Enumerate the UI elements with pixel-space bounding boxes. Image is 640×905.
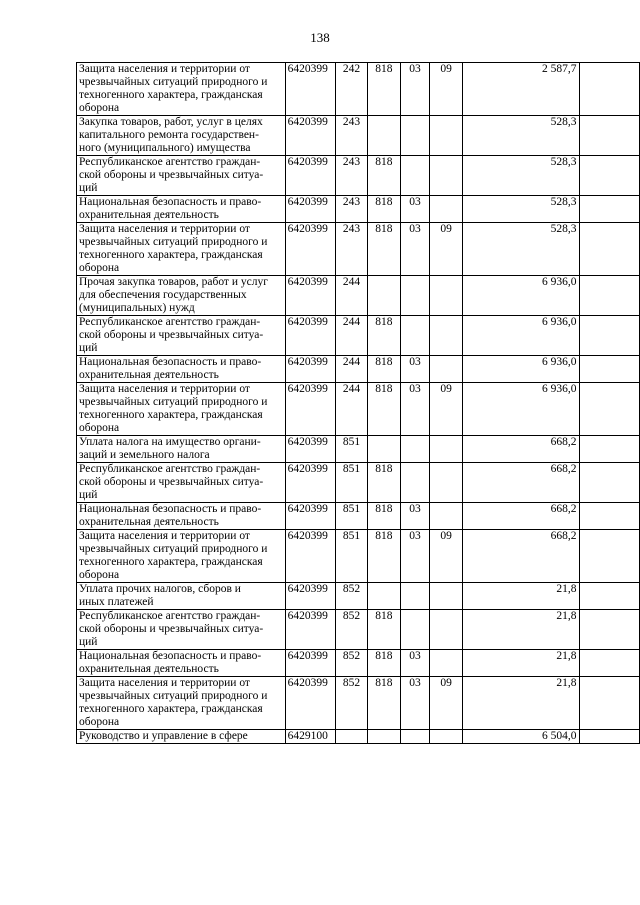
table-row — [77, 356, 640, 383]
target-article-cell: 6420399 — [285, 463, 336, 503]
ministry-code-cell: 818 — [367, 223, 400, 276]
amount-cell: 6 936,0 — [463, 316, 579, 356]
ministry-code-cell: 818 — [367, 463, 400, 503]
ministry-code-cell: 818 — [367, 316, 400, 356]
target-article-cell: 6420399 — [285, 677, 336, 730]
amount-cell: 2 587,7 — [463, 63, 579, 116]
ministry-code-cell — [367, 116, 400, 156]
section-cell — [400, 463, 429, 503]
subsection-cell: 09 — [430, 383, 463, 436]
amount-cell: 6 936,0 — [463, 276, 579, 316]
amount-cell: 668,2 — [463, 530, 579, 583]
blank-cell — [579, 436, 639, 463]
blank-cell — [579, 196, 639, 223]
budget-table — [76, 62, 640, 744]
section-cell — [400, 583, 429, 610]
row-name-cell: Прочая закупка товаров, работ и услуг для обеспечения государственных (муниципальных) нужд — [77, 276, 286, 316]
row-name-cell: Национальная безопасность и право- охранительная деятельность — [77, 503, 286, 530]
amount-cell: 6 504,0 — [463, 730, 579, 744]
subsection-cell — [430, 610, 463, 650]
table-row — [77, 650, 640, 677]
target-article-cell: 6420399 — [285, 530, 336, 583]
ministry-code-cell: 818 — [367, 677, 400, 730]
subsection-cell: 09 — [430, 63, 463, 116]
row-name-cell: Уплата прочих налогов, сборов и иных платежей — [77, 583, 286, 610]
amount-cell: 528,3 — [463, 156, 579, 196]
target-article-cell: 6420399 — [285, 116, 336, 156]
ministry-code-cell — [367, 730, 400, 744]
section-cell: 03 — [400, 530, 429, 583]
table-row — [77, 316, 640, 356]
expense-type-cell: 243 — [336, 156, 367, 196]
expense-type-cell: 243 — [336, 223, 367, 276]
section-cell — [400, 116, 429, 156]
table-row — [77, 223, 640, 276]
expense-type-cell: 244 — [336, 383, 367, 436]
row-name-cell: Республиканское агентство граждан- ской обороны и чрезвычайных ситуа- ций — [77, 156, 286, 196]
section-cell — [400, 276, 429, 316]
expense-type-cell: 852 — [336, 677, 367, 730]
section-cell: 03 — [400, 383, 429, 436]
section-cell — [400, 610, 429, 650]
amount-cell: 21,8 — [463, 677, 579, 730]
table-row — [77, 503, 640, 530]
amount-cell: 528,3 — [463, 116, 579, 156]
target-article-cell: 6420399 — [285, 196, 336, 223]
target-article-cell: 6420399 — [285, 316, 336, 356]
ministry-code-cell: 818 — [367, 156, 400, 196]
ministry-code-cell — [367, 436, 400, 463]
blank-cell — [579, 677, 639, 730]
row-name-cell: Национальная безопасность и право- охранительная деятельность — [77, 196, 286, 223]
subsection-cell — [430, 356, 463, 383]
blank-cell — [579, 650, 639, 677]
expense-type-cell: 852 — [336, 650, 367, 677]
row-name-cell: Защита населения и территории от чрезвычайных ситуаций природного и техногенного характера, гражданская оборона — [77, 677, 286, 730]
expense-type-cell — [336, 730, 367, 744]
section-cell: 03 — [400, 503, 429, 530]
blank-cell — [579, 730, 639, 744]
subsection-cell — [430, 503, 463, 530]
table-row — [77, 583, 640, 610]
table-row — [77, 730, 640, 744]
section-cell: 03 — [400, 650, 429, 677]
expense-type-cell: 244 — [336, 316, 367, 356]
amount-cell: 668,2 — [463, 503, 579, 530]
blank-cell — [579, 63, 639, 116]
blank-cell — [579, 463, 639, 503]
subsection-cell — [430, 116, 463, 156]
subsection-cell: 09 — [430, 530, 463, 583]
table-row — [77, 677, 640, 730]
blank-cell — [579, 383, 639, 436]
amount-cell: 21,8 — [463, 650, 579, 677]
ministry-code-cell: 818 — [367, 196, 400, 223]
table-row — [77, 463, 640, 503]
amount-cell: 21,8 — [463, 583, 579, 610]
expense-type-cell: 242 — [336, 63, 367, 116]
ministry-code-cell: 818 — [367, 63, 400, 116]
blank-cell — [579, 223, 639, 276]
expense-type-cell: 244 — [336, 356, 367, 383]
row-name-cell: Закупка товаров, работ, услуг в целях капитального ремонта государствен- ного (муниципального) имущества — [77, 116, 286, 156]
expense-type-cell: 852 — [336, 610, 367, 650]
ministry-code-cell: 818 — [367, 356, 400, 383]
target-article-cell: 6420399 — [285, 503, 336, 530]
target-article-cell: 6420399 — [285, 156, 336, 196]
target-article-cell: 6420399 — [285, 650, 336, 677]
target-article-cell: 6429100 — [285, 730, 336, 744]
table-row — [77, 530, 640, 583]
blank-cell — [579, 610, 639, 650]
ministry-code-cell — [367, 583, 400, 610]
blank-cell — [579, 503, 639, 530]
row-name-cell: Защита населения и территории от чрезвычайных ситуаций природного и техногенного характера, гражданская оборона — [77, 223, 286, 276]
subsection-cell — [430, 316, 463, 356]
ministry-code-cell: 818 — [367, 610, 400, 650]
target-article-cell: 6420399 — [285, 276, 336, 316]
expense-type-cell: 243 — [336, 116, 367, 156]
section-cell: 03 — [400, 356, 429, 383]
subsection-cell — [430, 156, 463, 196]
table-row — [77, 436, 640, 463]
expense-type-cell: 243 — [336, 196, 367, 223]
target-article-cell: 6420399 — [285, 383, 336, 436]
subsection-cell — [430, 730, 463, 744]
subsection-cell — [430, 583, 463, 610]
amount-cell: 528,3 — [463, 196, 579, 223]
row-name-cell: Республиканское агентство граждан- ской обороны и чрезвычайных ситуа- ций — [77, 610, 286, 650]
amount-cell: 6 936,0 — [463, 356, 579, 383]
ministry-code-cell: 818 — [367, 383, 400, 436]
table-row — [77, 383, 640, 436]
blank-cell — [579, 356, 639, 383]
blank-cell — [579, 530, 639, 583]
section-cell: 03 — [400, 63, 429, 116]
expense-type-cell: 851 — [336, 530, 367, 583]
table-row — [77, 276, 640, 316]
page-number: 138 — [310, 30, 330, 45]
amount-cell: 668,2 — [463, 463, 579, 503]
section-cell — [400, 156, 429, 196]
section-cell — [400, 730, 429, 744]
target-article-cell: 6420399 — [285, 583, 336, 610]
ministry-code-cell: 818 — [367, 650, 400, 677]
subsection-cell — [430, 650, 463, 677]
ministry-code-cell — [367, 276, 400, 316]
expense-type-cell: 851 — [336, 436, 367, 463]
row-name-cell: Защита населения и территории от чрезвычайных ситуаций природного и техногенного характера, гражданская оборона — [77, 63, 286, 116]
subsection-cell: 09 — [430, 223, 463, 276]
row-name-cell: Национальная безопасность и право- охранительная деятельность — [77, 356, 286, 383]
blank-cell — [579, 316, 639, 356]
amount-cell: 21,8 — [463, 610, 579, 650]
blank-cell — [579, 276, 639, 316]
blank-cell — [579, 156, 639, 196]
table-row — [77, 156, 640, 196]
target-article-cell: 6420399 — [285, 610, 336, 650]
amount-cell: 668,2 — [463, 436, 579, 463]
target-article-cell: 6420399 — [285, 223, 336, 276]
target-article-cell: 6420399 — [285, 356, 336, 383]
row-name-cell: Защита населения и территории от чрезвычайных ситуаций природного и техногенного характера, гражданская оборона — [77, 530, 286, 583]
ministry-code-cell: 818 — [367, 503, 400, 530]
table-row — [77, 196, 640, 223]
amount-cell: 6 936,0 — [463, 383, 579, 436]
section-cell: 03 — [400, 677, 429, 730]
row-name-cell: Республиканское агентство граждан- ской обороны и чрезвычайных ситуа- ций — [77, 316, 286, 356]
expense-type-cell: 852 — [336, 583, 367, 610]
subsection-cell — [430, 276, 463, 316]
blank-cell — [579, 583, 639, 610]
row-name-cell: Национальная безопасность и право- охранительная деятельность — [77, 650, 286, 677]
expense-type-cell: 851 — [336, 503, 367, 530]
row-name-cell: Защита населения и территории от чрезвычайных ситуаций природного и техногенного характера, гражданская оборона — [77, 383, 286, 436]
ministry-code-cell: 818 — [367, 530, 400, 583]
target-article-cell: 6420399 — [285, 63, 336, 116]
subsection-cell — [430, 463, 463, 503]
subsection-cell: 09 — [430, 677, 463, 730]
expense-type-cell: 851 — [336, 463, 367, 503]
row-name-cell: Республиканское агентство граждан- ской обороны и чрезвычайных ситуа- ций — [77, 463, 286, 503]
section-cell — [400, 316, 429, 356]
section-cell — [400, 436, 429, 463]
subsection-cell — [430, 196, 463, 223]
amount-cell: 528,3 — [463, 223, 579, 276]
blank-cell — [579, 116, 639, 156]
table-row — [77, 116, 640, 156]
budget-table-body — [77, 63, 640, 744]
row-name-cell: Уплата налога на имущество органи- заций и земельного налога — [77, 436, 286, 463]
section-cell: 03 — [400, 223, 429, 276]
expense-type-cell: 244 — [336, 276, 367, 316]
table-row — [77, 63, 640, 116]
table-row — [77, 610, 640, 650]
section-cell: 03 — [400, 196, 429, 223]
target-article-cell: 6420399 — [285, 436, 336, 463]
row-name-cell: Руководство и управление в сфере — [77, 730, 286, 744]
subsection-cell — [430, 436, 463, 463]
